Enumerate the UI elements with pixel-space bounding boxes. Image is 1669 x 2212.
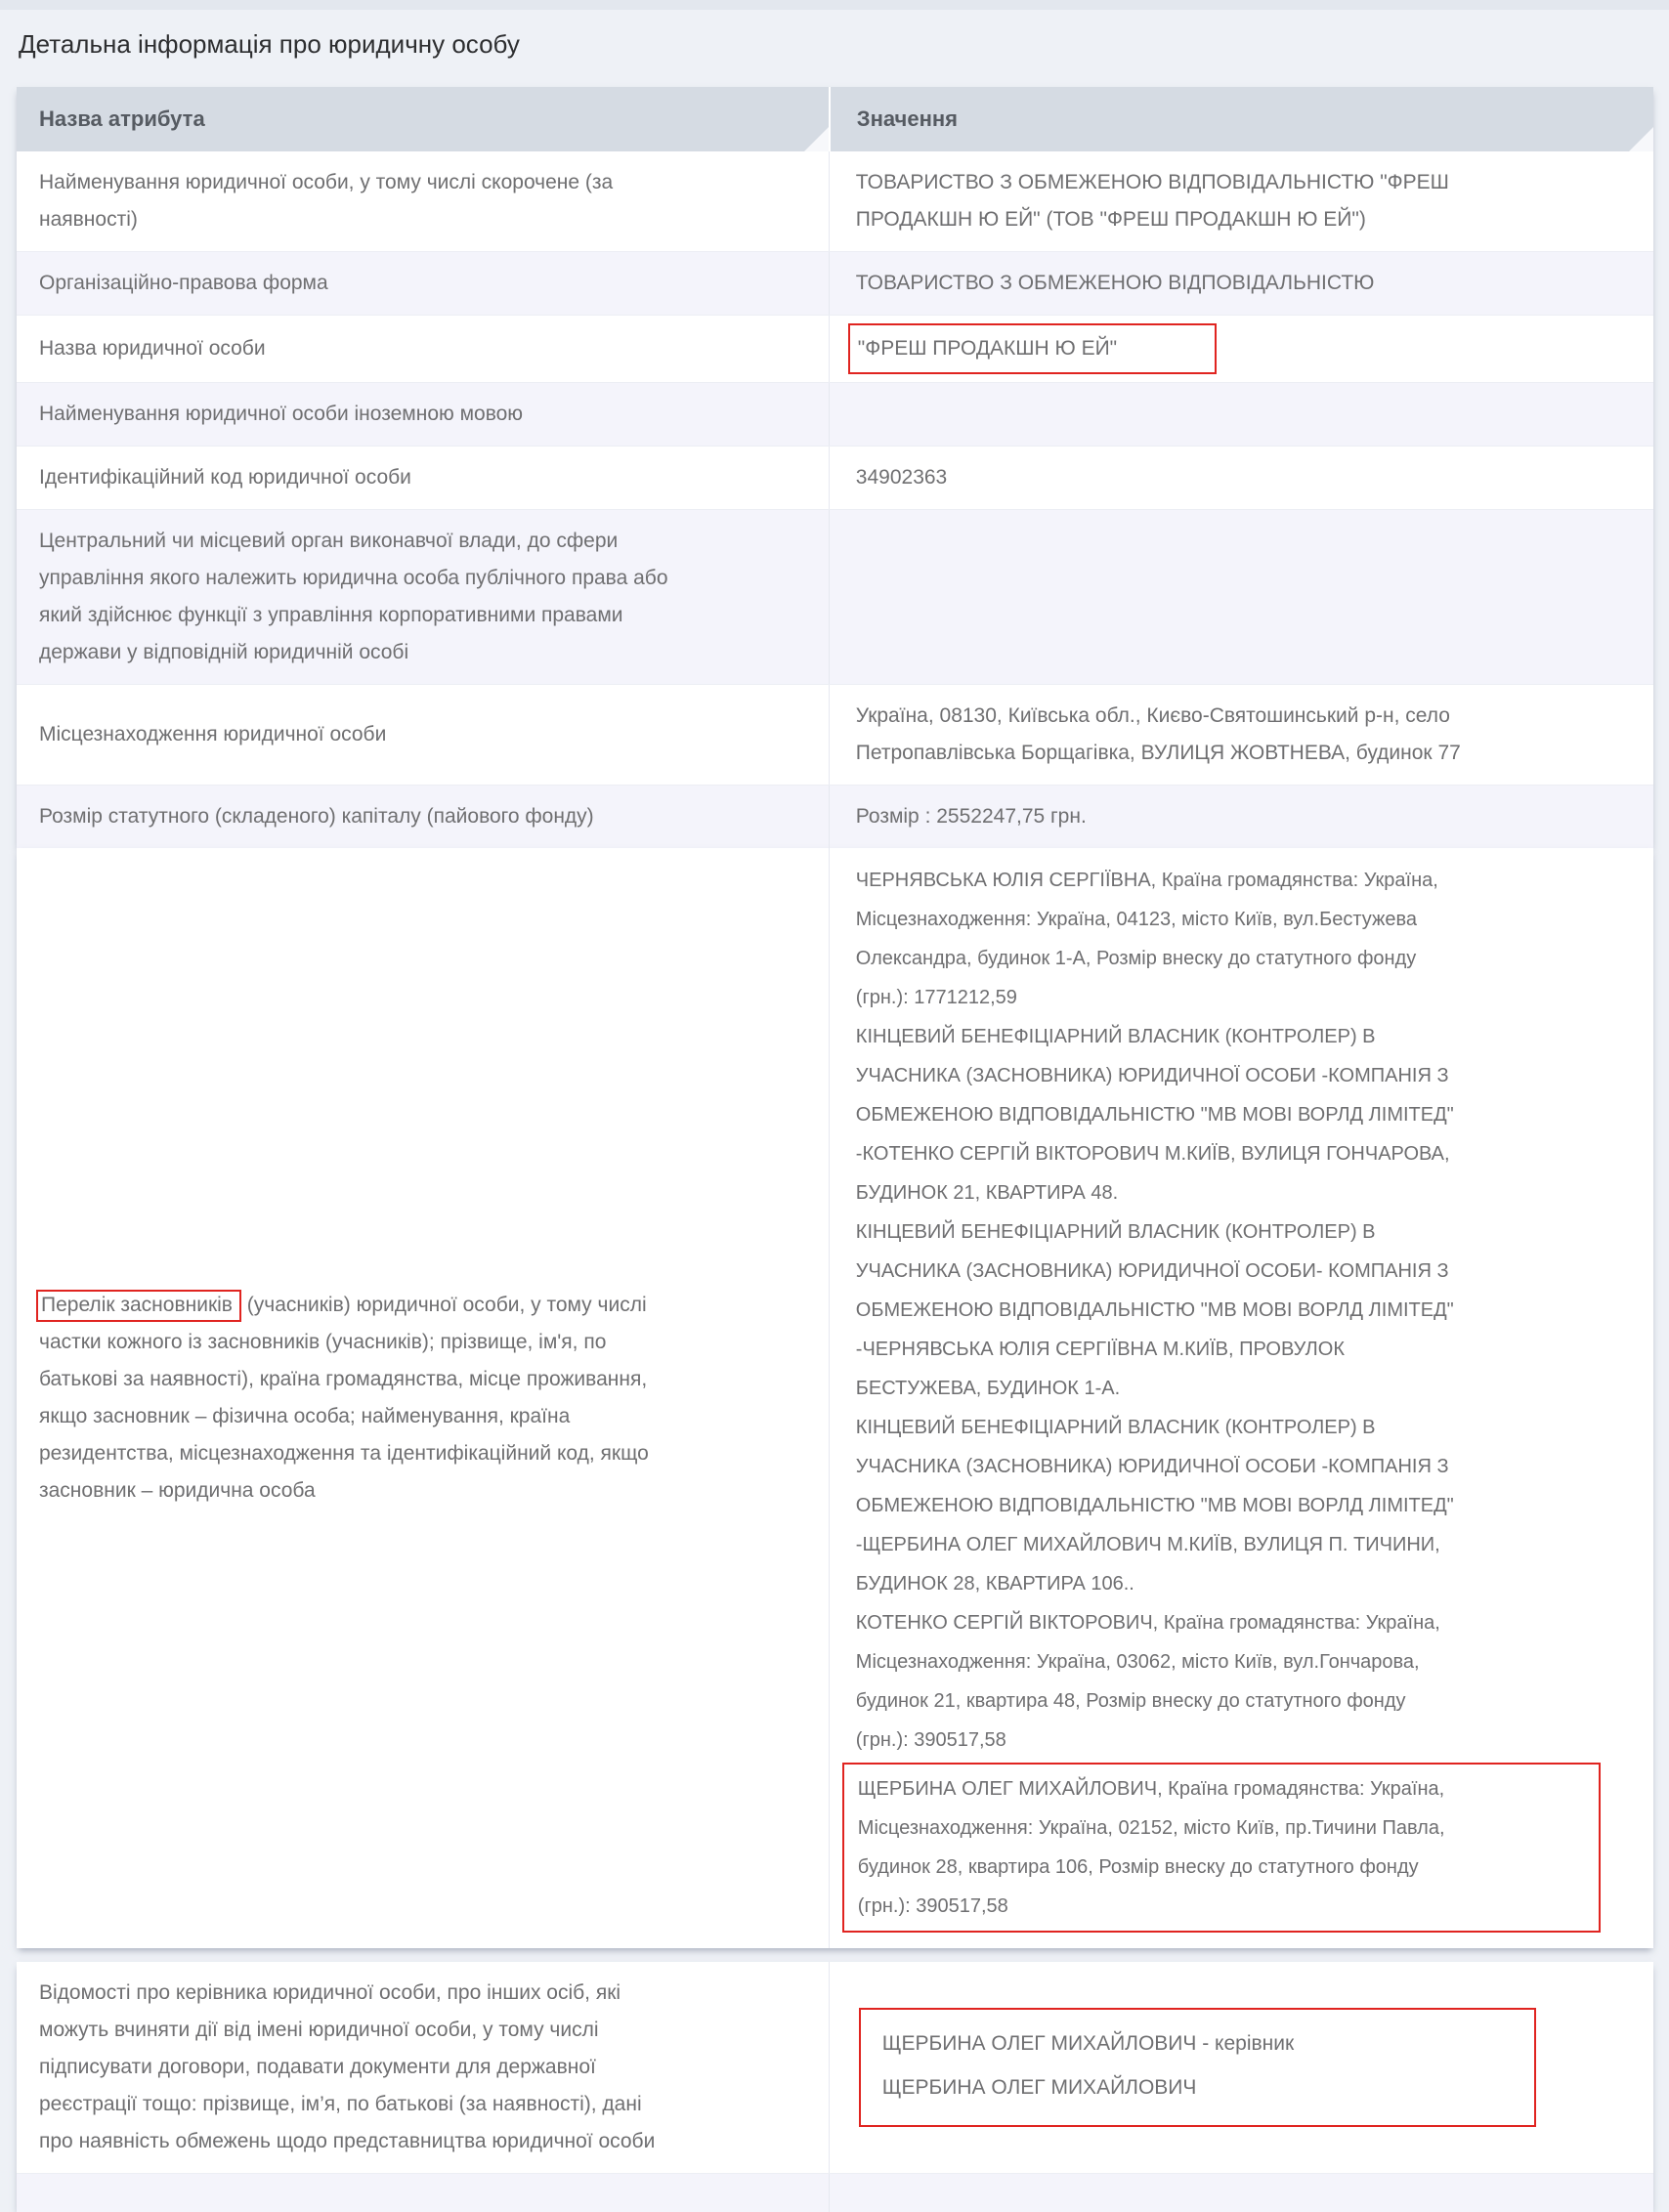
- attribute-value-cell: [829, 2174, 1653, 2212]
- founders-row-panel: [17, 848, 1653, 1948]
- attribute-name: [39, 1287, 669, 1510]
- founder-entry: ЧЕРНЯВСЬКА ЮЛІЯ СЕРГІЇВНА, Країна громадянства: Україна, Місцезнаходження: Україна, 04123, місто Київ, вул.Бестужева Олександра, будинок 1-А, Розмір внеску до статутного фонду (грн.): 1771212,59: [855, 870, 1438, 1008]
- attributes-table: [17, 87, 1653, 848]
- annotation-box: [859, 2008, 1536, 2127]
- table-row: [17, 446, 1653, 509]
- director-name-line: ЩЕРБИНА ОЛЕГ МИХАЙЛОВИЧ - керівник: [881, 2032, 1295, 2055]
- attribute-name-cell: [17, 447, 829, 509]
- attribute-name-cell: [17, 383, 829, 446]
- beneficiary-entry: КІНЦЕВИЙ БЕНЕФІЦІАРНИЙ ВЛАСНИК (КОНТРОЛЕР) В УЧАСНИКА (ЗАСНОВНИКА) ЮРИДИЧНОЇ ОСОБИ -КОМПАНІЯ З ОБМЕЖЕНОЮ ВІДПОВІДАЛЬНІСТЮ "МВ МОВІ ВОРЛД ЛІМІТЕД" -ЩЕРБИНА ОЛЕГ МИХАЙЛОВИЧ М.КИЇВ, ВУЛИЦЯ П. ТИЧИНИ, БУДИНОК 28, КВАРТИРА 106..: [855, 1417, 1454, 1595]
- table-row: [17, 315, 1653, 382]
- attribute-value-cell: [829, 252, 1653, 315]
- attribute-value-cell: [829, 848, 1653, 1948]
- attribute-name: Найменування юридичної особи, у тому числі скорочене (за наявності): [39, 171, 614, 231]
- attribute-name: Найменування юридичної особи іноземною мовою: [39, 403, 524, 425]
- attribute-name: Центральний чи місцевий орган виконавчої влади, до сфери управління якого належить юридична особа публічного права або який здійснює функції з управління корпоративними правами держави у відповідній юридичній особі: [39, 530, 668, 663]
- column-header-value[interactable]: [829, 87, 1653, 151]
- column-header-attribute[interactable]: [17, 87, 829, 151]
- attribute-name-cell: [17, 318, 829, 380]
- attribute-name-cell: [17, 151, 829, 251]
- table-header-row: [17, 87, 1653, 151]
- attribute-value: ТОВАРИСТВО З ОБМЕЖЕНОЮ ВІДПОВІДАЛЬНІСТЮ "ФРЕШ ПРОДАКШН Ю ЕЙ" (ТОВ "ФРЕШ ПРОДАКШН Ю ЕЙ"): [855, 171, 1449, 231]
- table-row: [17, 509, 1653, 684]
- attribute-name-cell: [17, 1274, 829, 1522]
- attribute-name-cell: [17, 1962, 829, 2173]
- page: [0, 10, 1669, 2212]
- founder-entry-highlighted: ЩЕРБИНА ОЛЕГ МИХАЙЛОВИЧ, Країна громадянства: Україна, Місцезнаходження: Україна, 02152, місто Київ, пр.Тичини Павла, будинок 28, квартира 106, Розмір внеску до статутного фонду (грн.): 390517,58: [857, 1778, 1445, 1917]
- table-row: [17, 1962, 1653, 2173]
- attribute-value-cell: [829, 316, 1653, 382]
- attribute-name: Ідентифікаційний код юридичної особи: [39, 466, 411, 489]
- attribute-value: ТОВАРИСТВО З ОБМЕЖЕНОЮ ВІДПОВІДАЛЬНІСТЮ: [855, 272, 1375, 294]
- table-row: [17, 382, 1653, 446]
- attribute-value-cell: [829, 151, 1653, 251]
- table-row: [17, 251, 1653, 315]
- attribute-name: Місцезнаходження юридичної особи: [39, 723, 387, 745]
- page-title: Детальна інформація про юридичну особу: [19, 29, 520, 59]
- annotation-box: [842, 1763, 1601, 1933]
- attribute-value-cell: [829, 510, 1653, 684]
- column-resize-handle-icon[interactable]: [1629, 127, 1653, 151]
- attribute-name-cell: [17, 703, 829, 766]
- attribute-name-cell: [17, 510, 829, 684]
- table-row: [17, 848, 1653, 1948]
- attribute-name-cell: [17, 786, 829, 848]
- column-header-attribute-label: Назва атрибута: [39, 106, 205, 131]
- founders-label-highlight: Перелік засновників: [41, 1294, 233, 1316]
- founders-label-rest: (учасників) юридичної особи, у тому числі частки кожного із засновників (учасників); прізвище, ім'я, по батькові за наявності), країна громадянства, місце проживання, якщо засновник – фізична особа; найменування, країна резидентства, місцезнаходження та ідентифікаційний код, якщо засновник – юридична особа: [39, 1294, 649, 1502]
- attribute-name-cell: [17, 2174, 829, 2212]
- column-resize-handle-icon[interactable]: [804, 127, 829, 151]
- beneficiary-entry: КІНЦЕВИЙ БЕНЕФІЦІАРНИЙ ВЛАСНИК (КОНТРОЛЕР) В УЧАСНИКА (ЗАСНОВНИКА) ЮРИДИЧНОЇ ОСОБИ- КОМПАНІЯ З ОБМЕЖЕНОЮ ВІДПОВІДАЛЬНІСТЮ "МВ МОВІ ВОРЛД ЛІМІТЕД" -ЧЕРНЯВСЬКА ЮЛІЯ СЕРГІЇВНА М.КИЇВ, ПРОВУЛОК БЕСТУЖЕВА, БУДИНОК 1-А.: [855, 1221, 1454, 1399]
- section-gap: [17, 1948, 1653, 1962]
- attribute-value-cell: [829, 1962, 1653, 2173]
- attribute-name-cell: [17, 252, 829, 315]
- founder-entry: КОТЕНКО СЕРГІЙ ВІКТОРОВИЧ, Країна громадянства: Україна, Місцезнаходження: Україна, 03062, місто Київ, вул.Гончарова, будинок 21, квартира 48, Розмір внеску до статутного фонду (грн.): 390517,58: [855, 1612, 1440, 1751]
- attribute-value-cell: [829, 786, 1653, 848]
- attribute-name: Організаційно-правова форма: [39, 272, 328, 294]
- column-header-value-label: Значення: [856, 106, 958, 131]
- director-name-line: ЩЕРБИНА ОЛЕГ МИХАЙЛОВИЧ: [881, 2076, 1197, 2099]
- attribute-value-cell: [829, 447, 1653, 509]
- attribute-name: Відомості про керівника юридичної особи, про інших осіб, які можуть вчиняти дії від імені юридичної особи, у тому числі підписувати договори, подавати документи для державної реєстрації тощо: прізвище, ім’я, по батькові (за наявності), дані про наявність обмежень щодо представництва юридичної особи: [39, 1981, 656, 2152]
- attribute-value: 34902363: [855, 466, 948, 489]
- beneficiary-entry: КІНЦЕВИЙ БЕНЕФІЦІАРНИЙ ВЛАСНИК (КОНТРОЛЕР) В УЧАСНИКА (ЗАСНОВНИКА) ЮРИДИЧНОЇ ОСОБИ -КОМПАНІЯ З ОБМЕЖЕНОЮ ВІДПОВІДАЛЬНІСТЮ "МВ МОВІ ВОРЛД ЛІМІТЕД" -КОТЕНКО СЕРГІЙ ВІКТОРОВИЧ М.КИЇВ, ВУЛИЦЯ ГОНЧАРОВА, БУДИНОК 21, КВАРТИРА 48.: [855, 1026, 1454, 1204]
- table-row: [17, 2173, 1653, 2212]
- attribute-value-cell: [829, 383, 1653, 446]
- top-strip: [0, 0, 1669, 10]
- annotation-box: [848, 323, 1217, 374]
- attribute-value-cell: [829, 685, 1653, 785]
- annotation-box: [36, 1290, 241, 1322]
- table-row: [17, 684, 1653, 785]
- table-row: [17, 151, 1653, 251]
- table-row: [17, 785, 1653, 848]
- attribute-name: Розмір статутного (складеного) капіталу (пайового фонду): [39, 805, 594, 828]
- attribute-value: Україна, 08130, Київська обл., Києво-Святошинський р-н, село Петропавлівська Борщагівка, ВУЛИЦЯ ЖОВТНЕВА, будинок 77: [855, 704, 1461, 764]
- attribute-value: Розмір : 2552247,75 грн.: [855, 805, 1087, 828]
- director-row-panel: [17, 1962, 1653, 2212]
- attribute-value: "ФРЕШ ПРОДАКШН Ю ЕЙ": [857, 337, 1118, 360]
- attribute-name: Назва юридичної особи: [39, 337, 266, 360]
